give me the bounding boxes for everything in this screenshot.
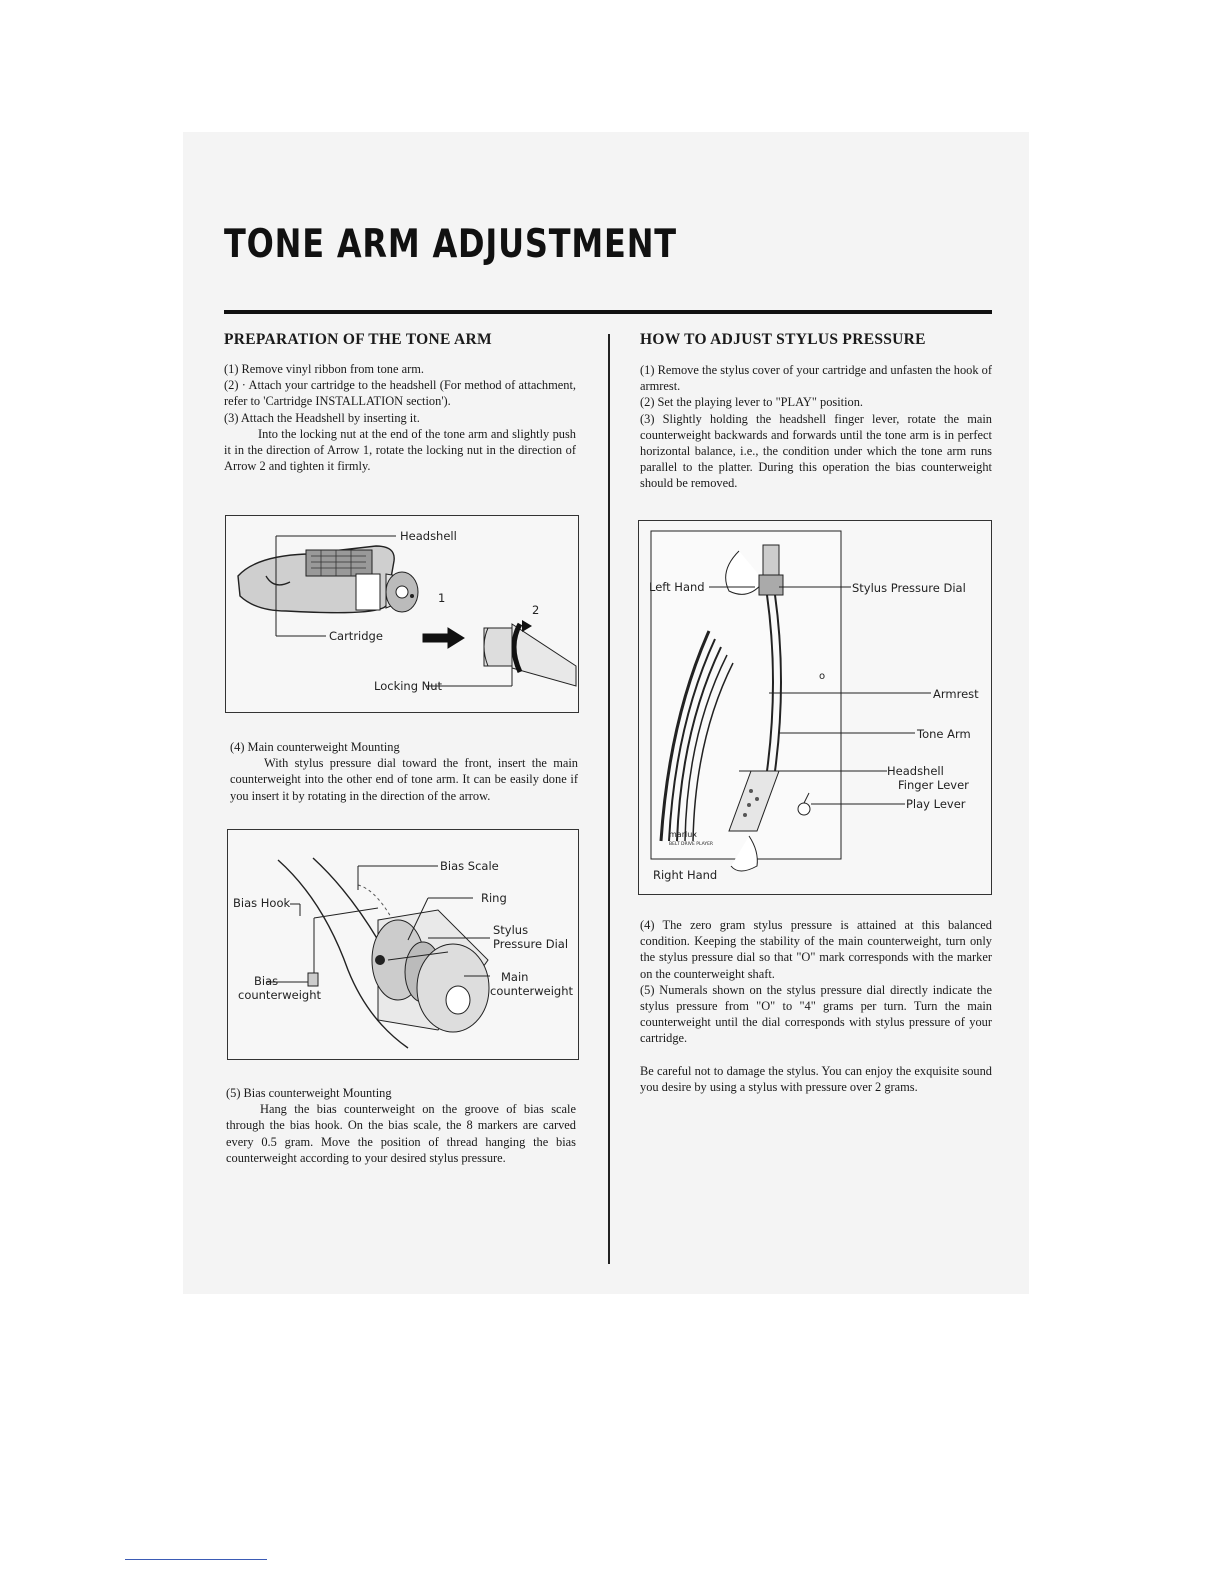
stylus-step-3: (3) Slightly holding the headshell finger lever, rotate the main counterweight backwards and forwards until the tone arm is in perfect horizontal balance, i.e., the condition under which the tone arm runs parallel to the platter. During this operation the bias counterweight should be removed. — [640, 411, 992, 491]
counterweight-illustration — [228, 830, 580, 1061]
step-5: (5) Bias counterweight Mounting — [226, 1086, 392, 1100]
stylus-dial-label-2: Pressure Dial — [493, 937, 569, 951]
bias-scale-label: Bias Scale — [440, 859, 499, 873]
left-steps-1-3 — [224, 361, 576, 474]
bias-label-1: Bias — [254, 974, 279, 988]
step-3-body: Into the locking nut at the end of the tone arm and slightly push it in the direction of Arrow 1, rotate the locking nut in the direction of Arrow 2 and tighten it firmly. — [224, 426, 576, 474]
zero-mark: o — [819, 671, 826, 682]
left-hand-label: Left Hand — [649, 580, 705, 594]
headshell-figure — [225, 515, 579, 713]
left-heading: PREPARATION OF THE TONE ARM — [224, 331, 492, 348]
column-divider — [608, 334, 610, 1264]
brand-subtitle: BELT DRIVE PLAYER — [669, 842, 714, 847]
main-cw-label-2: counterweight — [490, 984, 574, 998]
step-4-body: With stylus pressure dial toward the front, insert the main counterweight into the other end of tone arm. It can be easily done if you insert it by rotating in the direction of the arrow. — [230, 756, 578, 803]
headshell-label: Headshell — [887, 764, 944, 778]
main-cw-label-1: Main — [501, 970, 529, 984]
stylus-dial-label-1: Stylus — [493, 923, 529, 937]
play-lever-label: Play Lever — [906, 797, 966, 811]
footer-link-line — [125, 1559, 267, 1560]
step-4: (4) Main counterweight Mounting — [230, 740, 400, 754]
stylus-step-1: (1) Remove the stylus cover of your cartridge and unfasten the hook of armrest. — [640, 363, 992, 394]
right-heading: HOW TO ADJUST STYLUS PRESSURE — [640, 331, 926, 348]
arrow-1-label: 1 — [438, 591, 446, 605]
caution-note: Be careful not to damage the stylus. You can enjoy the exquisite sound you desire by using a stylus with pressure over 2 grams. — [640, 1063, 992, 1094]
step-3: (3) Attach the Headshell by inserting it. — [224, 410, 420, 425]
ring-label: Ring — [481, 891, 507, 905]
step-1: (1) Remove vinyl ribbon from tone arm. — [224, 362, 424, 376]
left-step-4 — [230, 739, 578, 804]
stylus-pressure-figure — [638, 520, 992, 895]
stylus-dial-label: Stylus Pressure Dial — [852, 581, 966, 595]
tone-arm-label: Tone Arm — [917, 727, 971, 741]
left-step-5 — [226, 1085, 576, 1166]
right-hand-label: Right Hand — [653, 868, 718, 882]
counterweight-figure — [227, 829, 579, 1060]
stylus-step-4: (4) The zero gram stylus pressure is attained at this balanced condition. Keeping the stability of the main counterweight, turn only the stylus pressure dial so that "O" mark corresponds with the marker on the counterweight shaft. — [640, 918, 992, 981]
title-rule — [224, 310, 992, 314]
brand-logo-text: marlux — [669, 830, 698, 839]
stylus-step-5: (5) Numerals shown on the stylus pressure dial directly indicate the stylus pressure from "O" to "4" grams per turn. Turn the main counterweight until the dial corresponds with stylus pressure of your cartridge. — [640, 982, 992, 1046]
step-2: (2) · Attach your cartridge to the headshell (For method of attachment, refer to 'Cartridge INSTALLATION section'). — [224, 378, 576, 409]
armrest-label: Armrest — [933, 687, 979, 701]
step-5-body: Hang the bias counterweight on the groove of bias scale through the bias hook. On the bias scale, the 8 markers are carved every 0.5 gram. Move the position of thread hanging the bias counterweight according to your desired stylus pressure. — [226, 1102, 576, 1165]
bias-hook-label: Bias Hook — [233, 896, 291, 910]
headshell-illustration — [226, 516, 580, 714]
right-steps-1-3 — [640, 362, 992, 492]
bias-label-2: counterweight — [238, 988, 322, 1002]
stylus-step-2: (2) Set the playing lever to "PLAY" position. — [640, 395, 864, 410]
headshell-label: Headshell — [400, 529, 457, 543]
arrow-2-label: 2 — [532, 603, 540, 617]
right-steps-4-5 — [640, 917, 992, 1095]
page-title: TONE ARM ADJUSTMENT — [224, 222, 677, 267]
turntable-illustration — [639, 521, 993, 896]
finger-lever-label: Finger Lever — [898, 778, 969, 792]
cartridge-label: Cartridge — [329, 629, 383, 643]
locking-nut-label: Locking Nut — [374, 679, 443, 693]
